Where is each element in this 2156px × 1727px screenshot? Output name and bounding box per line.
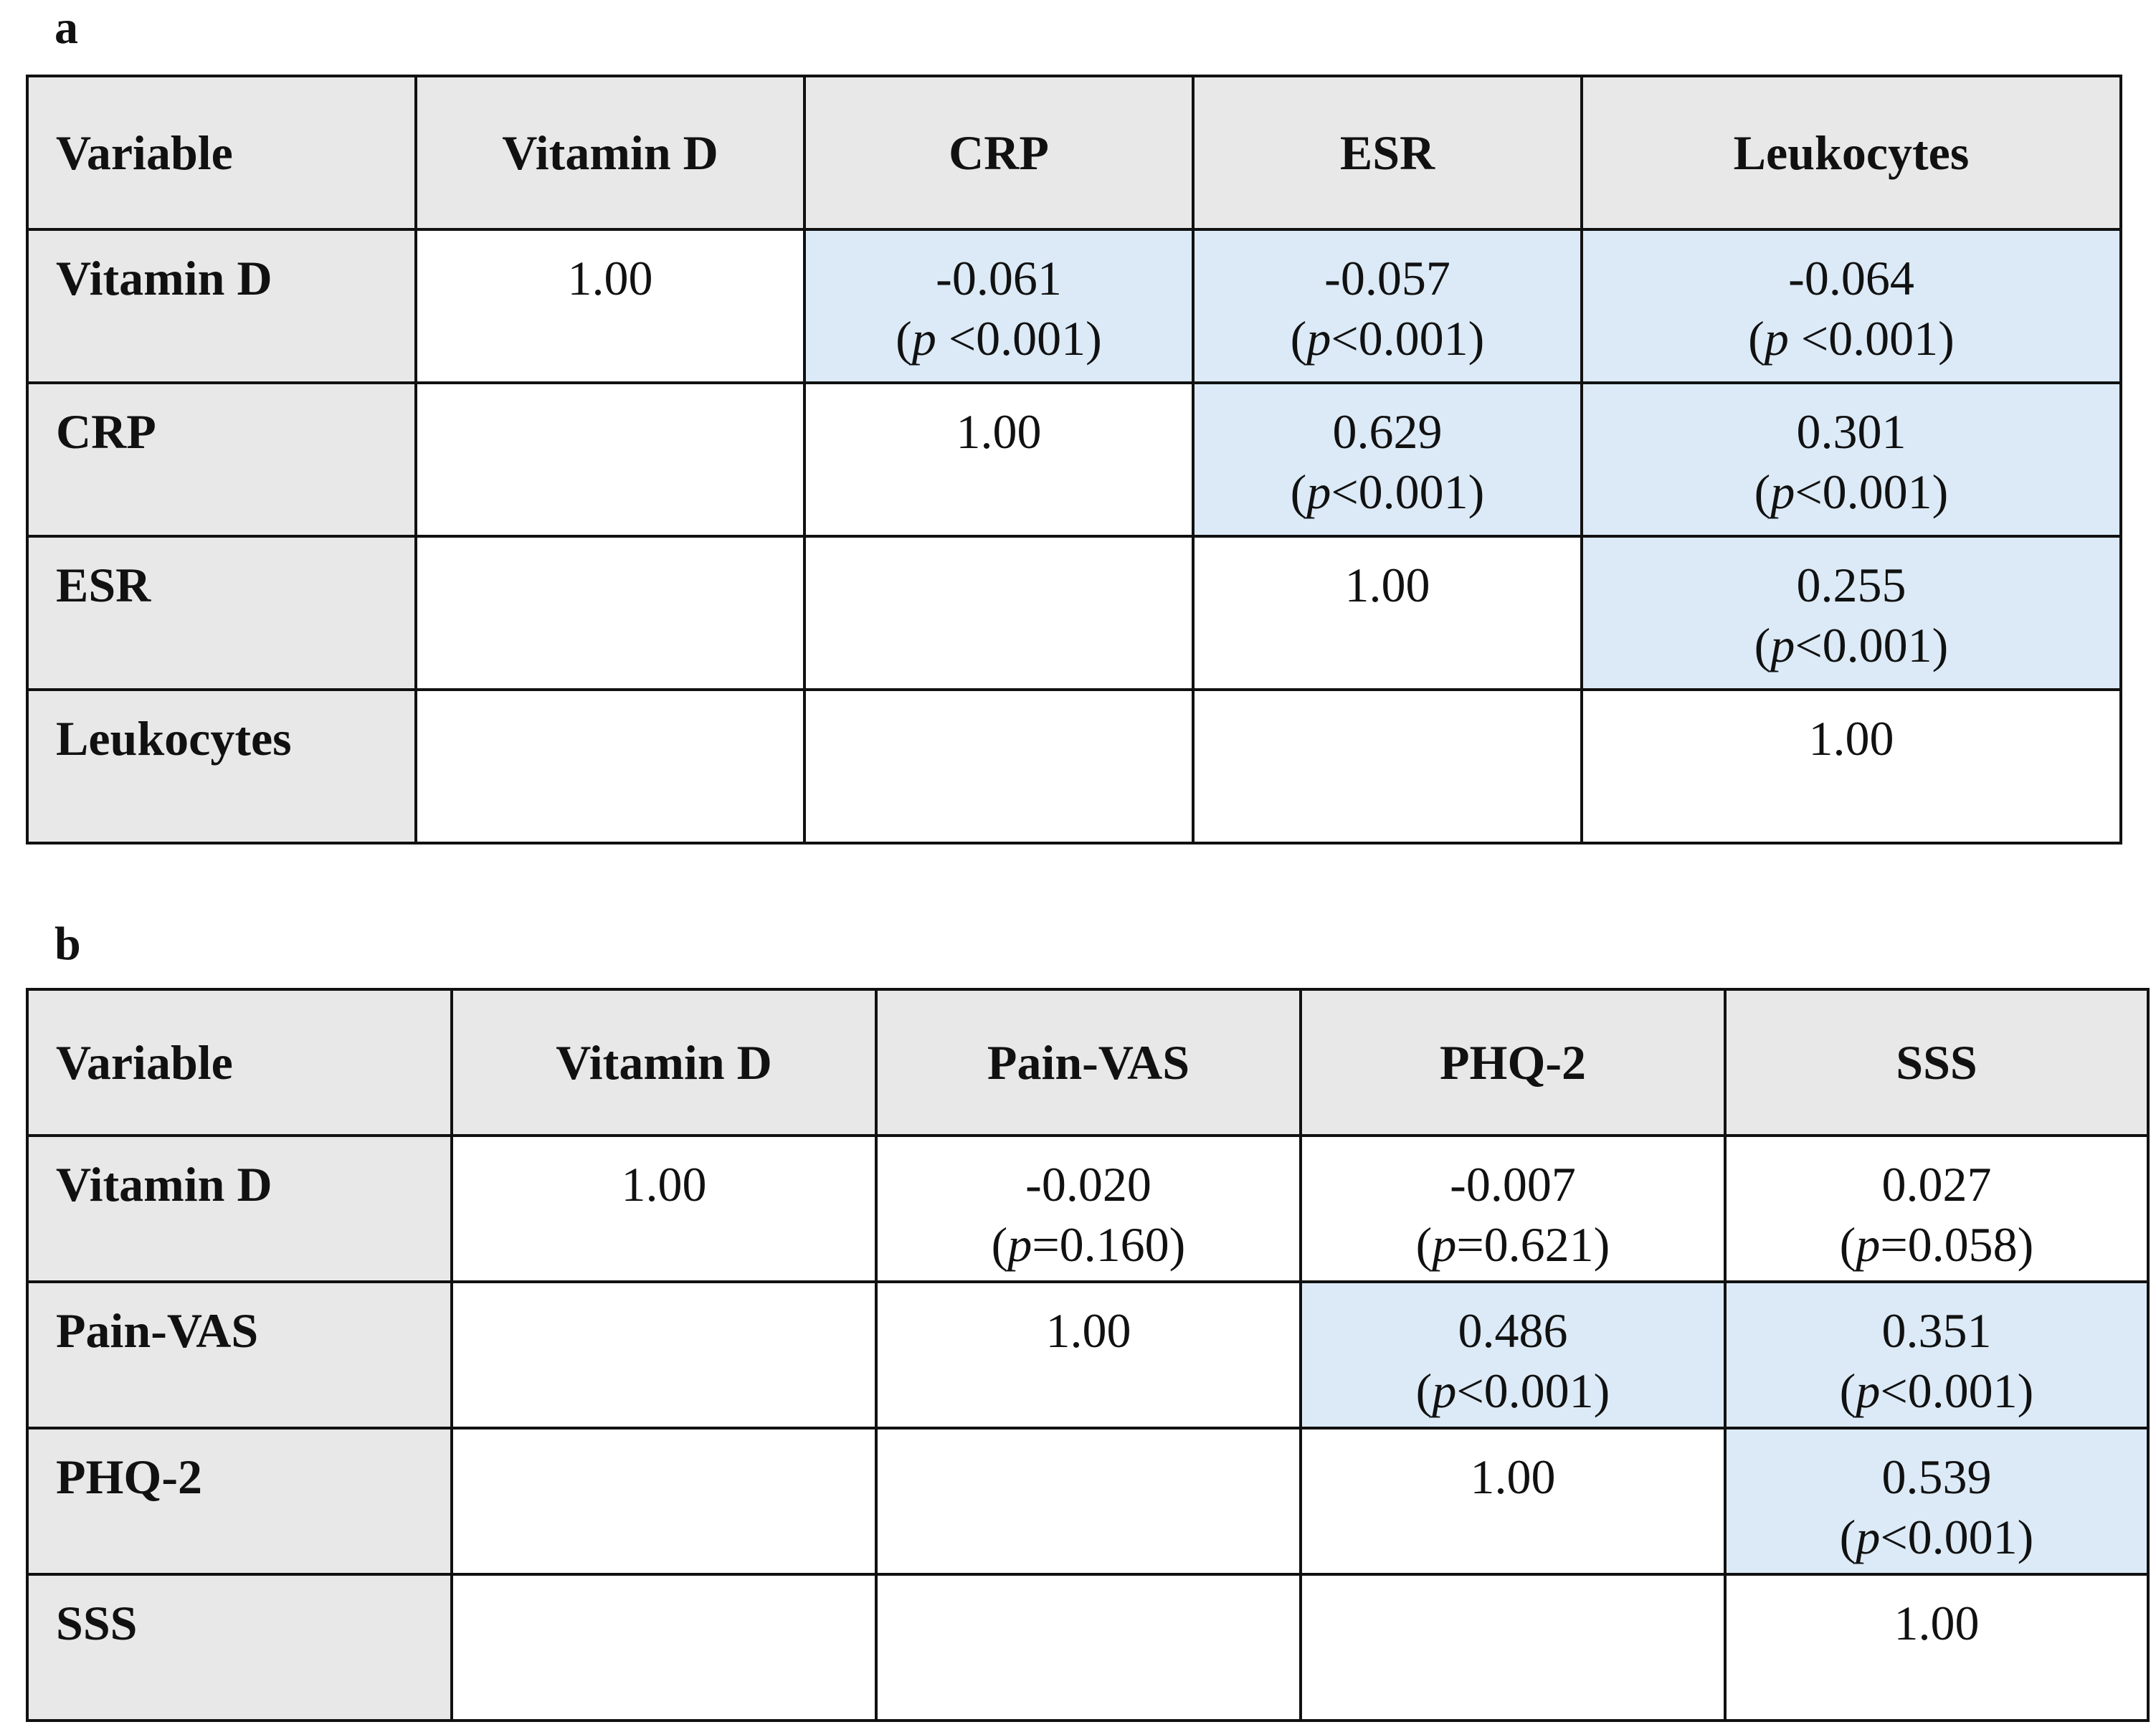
p-value-text: <0.001 — [1880, 1510, 2018, 1564]
correlation-coefficient: 1.00 — [1808, 711, 1894, 766]
header-variable: Variable — [27, 76, 416, 229]
correlation-cell — [416, 229, 804, 383]
p-value — [1727, 1507, 2147, 1567]
correlation-cell — [876, 1136, 1301, 1282]
p-close-paren: ) — [2017, 1510, 2034, 1564]
correlation-cell — [1301, 1282, 1725, 1428]
p-value-text: <0.001 — [1331, 465, 1468, 519]
correlation-coefficient: -0.020 — [1025, 1157, 1151, 1212]
correlation-coefficient: -0.064 — [1788, 251, 1914, 305]
p-open-paren: ( — [1290, 311, 1307, 366]
p-value-text: <0.001 — [1795, 618, 1932, 672]
p-close-paren: ) — [1468, 465, 1485, 519]
p-value-text: <0.001 — [948, 311, 1086, 366]
row-label: CRP — [27, 383, 416, 536]
correlation-coefficient: 1.00 — [567, 251, 653, 305]
header-cell: Leukocytes — [1582, 76, 2121, 229]
p-close-paren: ) — [1932, 618, 1949, 672]
p-open-paren: ( — [1839, 1364, 1856, 1418]
p-value-text: =0.160 — [1032, 1217, 1169, 1272]
p-value — [1727, 1214, 2147, 1275]
row-label: Vitamin D — [27, 229, 416, 383]
correlation-coefficient: 1.00 — [1344, 558, 1430, 612]
header-cell: PHQ-2 — [1301, 989, 1725, 1136]
p-open-paren: ( — [1839, 1510, 1856, 1564]
p-open-paren: ( — [1415, 1217, 1433, 1272]
p-value — [1302, 1214, 1724, 1275]
correlation-cell — [1582, 383, 2121, 536]
correlation-coefficient: 0.255 — [1796, 558, 1906, 612]
correlation-coefficient: 1.00 — [1470, 1450, 1556, 1504]
correlation-cell — [1725, 1136, 2148, 1282]
p-value — [1583, 615, 2119, 675]
p-symbol: p — [1432, 1217, 1457, 1272]
p-close-paren: ) — [1593, 1364, 1610, 1418]
correlation-cell — [1725, 1282, 2148, 1428]
header-cell: Pain-VAS — [876, 989, 1301, 1136]
header-variable: Variable — [27, 989, 452, 1136]
correlation-cell — [452, 1574, 876, 1721]
correlation-cell — [1193, 383, 1582, 536]
correlation-cell — [1301, 1136, 1725, 1282]
p-close-paren: ) — [2017, 1217, 2034, 1272]
header-cell: Vitamin D — [452, 989, 876, 1136]
table-row — [27, 1574, 2148, 1721]
p-open-paren: ( — [896, 311, 912, 366]
correlation-cell — [1301, 1428, 1725, 1574]
p-value-text: =0.058 — [1880, 1217, 2018, 1272]
correlation-cell — [452, 1428, 876, 1574]
p-symbol: p — [1306, 465, 1331, 519]
correlation-coefficient: 1.00 — [621, 1157, 707, 1212]
correlation-coefficient: -0.061 — [936, 251, 1062, 305]
correlation-cell — [416, 690, 804, 843]
p-value — [1727, 1361, 2147, 1421]
correlation-coefficient: 0.301 — [1796, 404, 1906, 459]
p-close-paren: ) — [1086, 311, 1102, 366]
p-value-text: <0.001 — [1331, 311, 1468, 366]
correlation-coefficient: 1.00 — [1894, 1596, 1980, 1650]
p-symbol: p — [1856, 1217, 1881, 1272]
correlation-coefficient: 0.539 — [1881, 1450, 1992, 1504]
panel-label-a: a — [54, 1, 78, 54]
p-separator — [936, 311, 949, 366]
correlation-coefficient: 0.351 — [1881, 1303, 1992, 1358]
correlation-coefficient: 0.027 — [1881, 1157, 1992, 1212]
p-value — [1583, 462, 2119, 522]
correlation-cell — [876, 1282, 1301, 1428]
p-value-text: =0.621 — [1456, 1217, 1594, 1272]
p-value-text: <0.001 — [1800, 311, 1939, 366]
row-label: SSS — [27, 1574, 452, 1721]
correlation-cell — [1582, 690, 2121, 843]
correlation-table-a — [26, 75, 2122, 845]
correlation-coefficient: 1.00 — [956, 404, 1042, 459]
row-label: Vitamin D — [27, 1136, 452, 1282]
p-open-paren: ( — [1748, 311, 1765, 366]
correlation-cell — [416, 536, 804, 690]
row-label: Pain-VAS — [27, 1282, 452, 1428]
table-row — [27, 229, 2121, 383]
header-cell: Vitamin D — [416, 76, 804, 229]
table-header-row — [27, 989, 2148, 1136]
p-close-paren: ) — [1468, 311, 1485, 366]
correlation-coefficient: 1.00 — [1045, 1303, 1131, 1358]
correlation-cell — [804, 229, 1193, 383]
p-open-paren: ( — [1290, 465, 1307, 519]
p-close-paren: ) — [1593, 1217, 1610, 1272]
p-value — [878, 1214, 1299, 1275]
table-row — [27, 1428, 2148, 1574]
table-row — [27, 690, 2121, 843]
correlation-table-b — [26, 988, 2150, 1722]
p-value-text: <0.001 — [1880, 1364, 2018, 1418]
table-row — [27, 536, 2121, 690]
correlation-cell — [1193, 690, 1582, 843]
p-open-paren: ( — [991, 1217, 1008, 1272]
correlation-cell — [876, 1574, 1301, 1721]
header-cell: SSS — [1725, 989, 2148, 1136]
p-close-paren: ) — [1932, 465, 1949, 519]
correlation-cell — [1725, 1428, 2148, 1574]
p-symbol: p — [1856, 1364, 1881, 1418]
p-value — [1195, 308, 1580, 368]
row-label: Leukocytes — [27, 690, 416, 843]
table-row — [27, 1282, 2148, 1428]
correlation-cell — [452, 1282, 876, 1428]
header-cell: CRP — [804, 76, 1193, 229]
p-symbol: p — [1432, 1364, 1457, 1418]
panel-label-b: b — [54, 918, 81, 970]
p-value — [1302, 1361, 1724, 1421]
p-value-text: <0.001 — [1456, 1364, 1594, 1418]
correlation-coefficient: -0.007 — [1450, 1157, 1576, 1212]
p-open-paren: ( — [1754, 465, 1771, 519]
row-label: PHQ-2 — [27, 1428, 452, 1574]
table-row — [27, 1136, 2148, 1282]
p-separator — [1789, 311, 1801, 366]
correlation-cell — [1301, 1574, 1725, 1721]
p-close-paren: ) — [1169, 1217, 1186, 1272]
correlation-cell — [452, 1136, 876, 1282]
correlation-cell — [1582, 536, 2121, 690]
correlation-cell — [804, 690, 1193, 843]
p-open-paren: ( — [1839, 1217, 1856, 1272]
header-cell: ESR — [1193, 76, 1582, 229]
p-symbol: p — [1770, 618, 1795, 672]
p-close-paren: ) — [2017, 1364, 2034, 1418]
correlation-coefficient: 0.486 — [1458, 1303, 1568, 1358]
p-value — [1583, 308, 2119, 368]
correlation-cell — [1582, 229, 2121, 383]
table-row — [27, 383, 2121, 536]
p-symbol: p — [911, 311, 936, 366]
correlation-cell — [804, 536, 1193, 690]
p-symbol: p — [1306, 311, 1331, 366]
p-open-paren: ( — [1754, 618, 1771, 672]
p-value — [1195, 462, 1580, 522]
correlation-coefficient: 0.629 — [1332, 404, 1443, 459]
correlation-cell — [1725, 1574, 2148, 1721]
correlation-coefficient: -0.057 — [1324, 251, 1450, 305]
p-symbol: p — [1856, 1510, 1881, 1564]
correlation-cell — [804, 383, 1193, 536]
p-close-paren: ) — [1938, 311, 1955, 366]
p-value-text: <0.001 — [1795, 465, 1932, 519]
correlation-cell — [876, 1428, 1301, 1574]
table-header-row — [27, 76, 2121, 229]
correlation-cell — [1193, 536, 1582, 690]
p-symbol: p — [1770, 465, 1795, 519]
correlation-cell — [1193, 229, 1582, 383]
row-label: ESR — [27, 536, 416, 690]
p-open-paren: ( — [1415, 1364, 1433, 1418]
p-symbol: p — [1007, 1217, 1032, 1272]
correlation-cell — [416, 383, 804, 536]
p-value — [806, 308, 1192, 368]
p-symbol: p — [1764, 311, 1789, 366]
